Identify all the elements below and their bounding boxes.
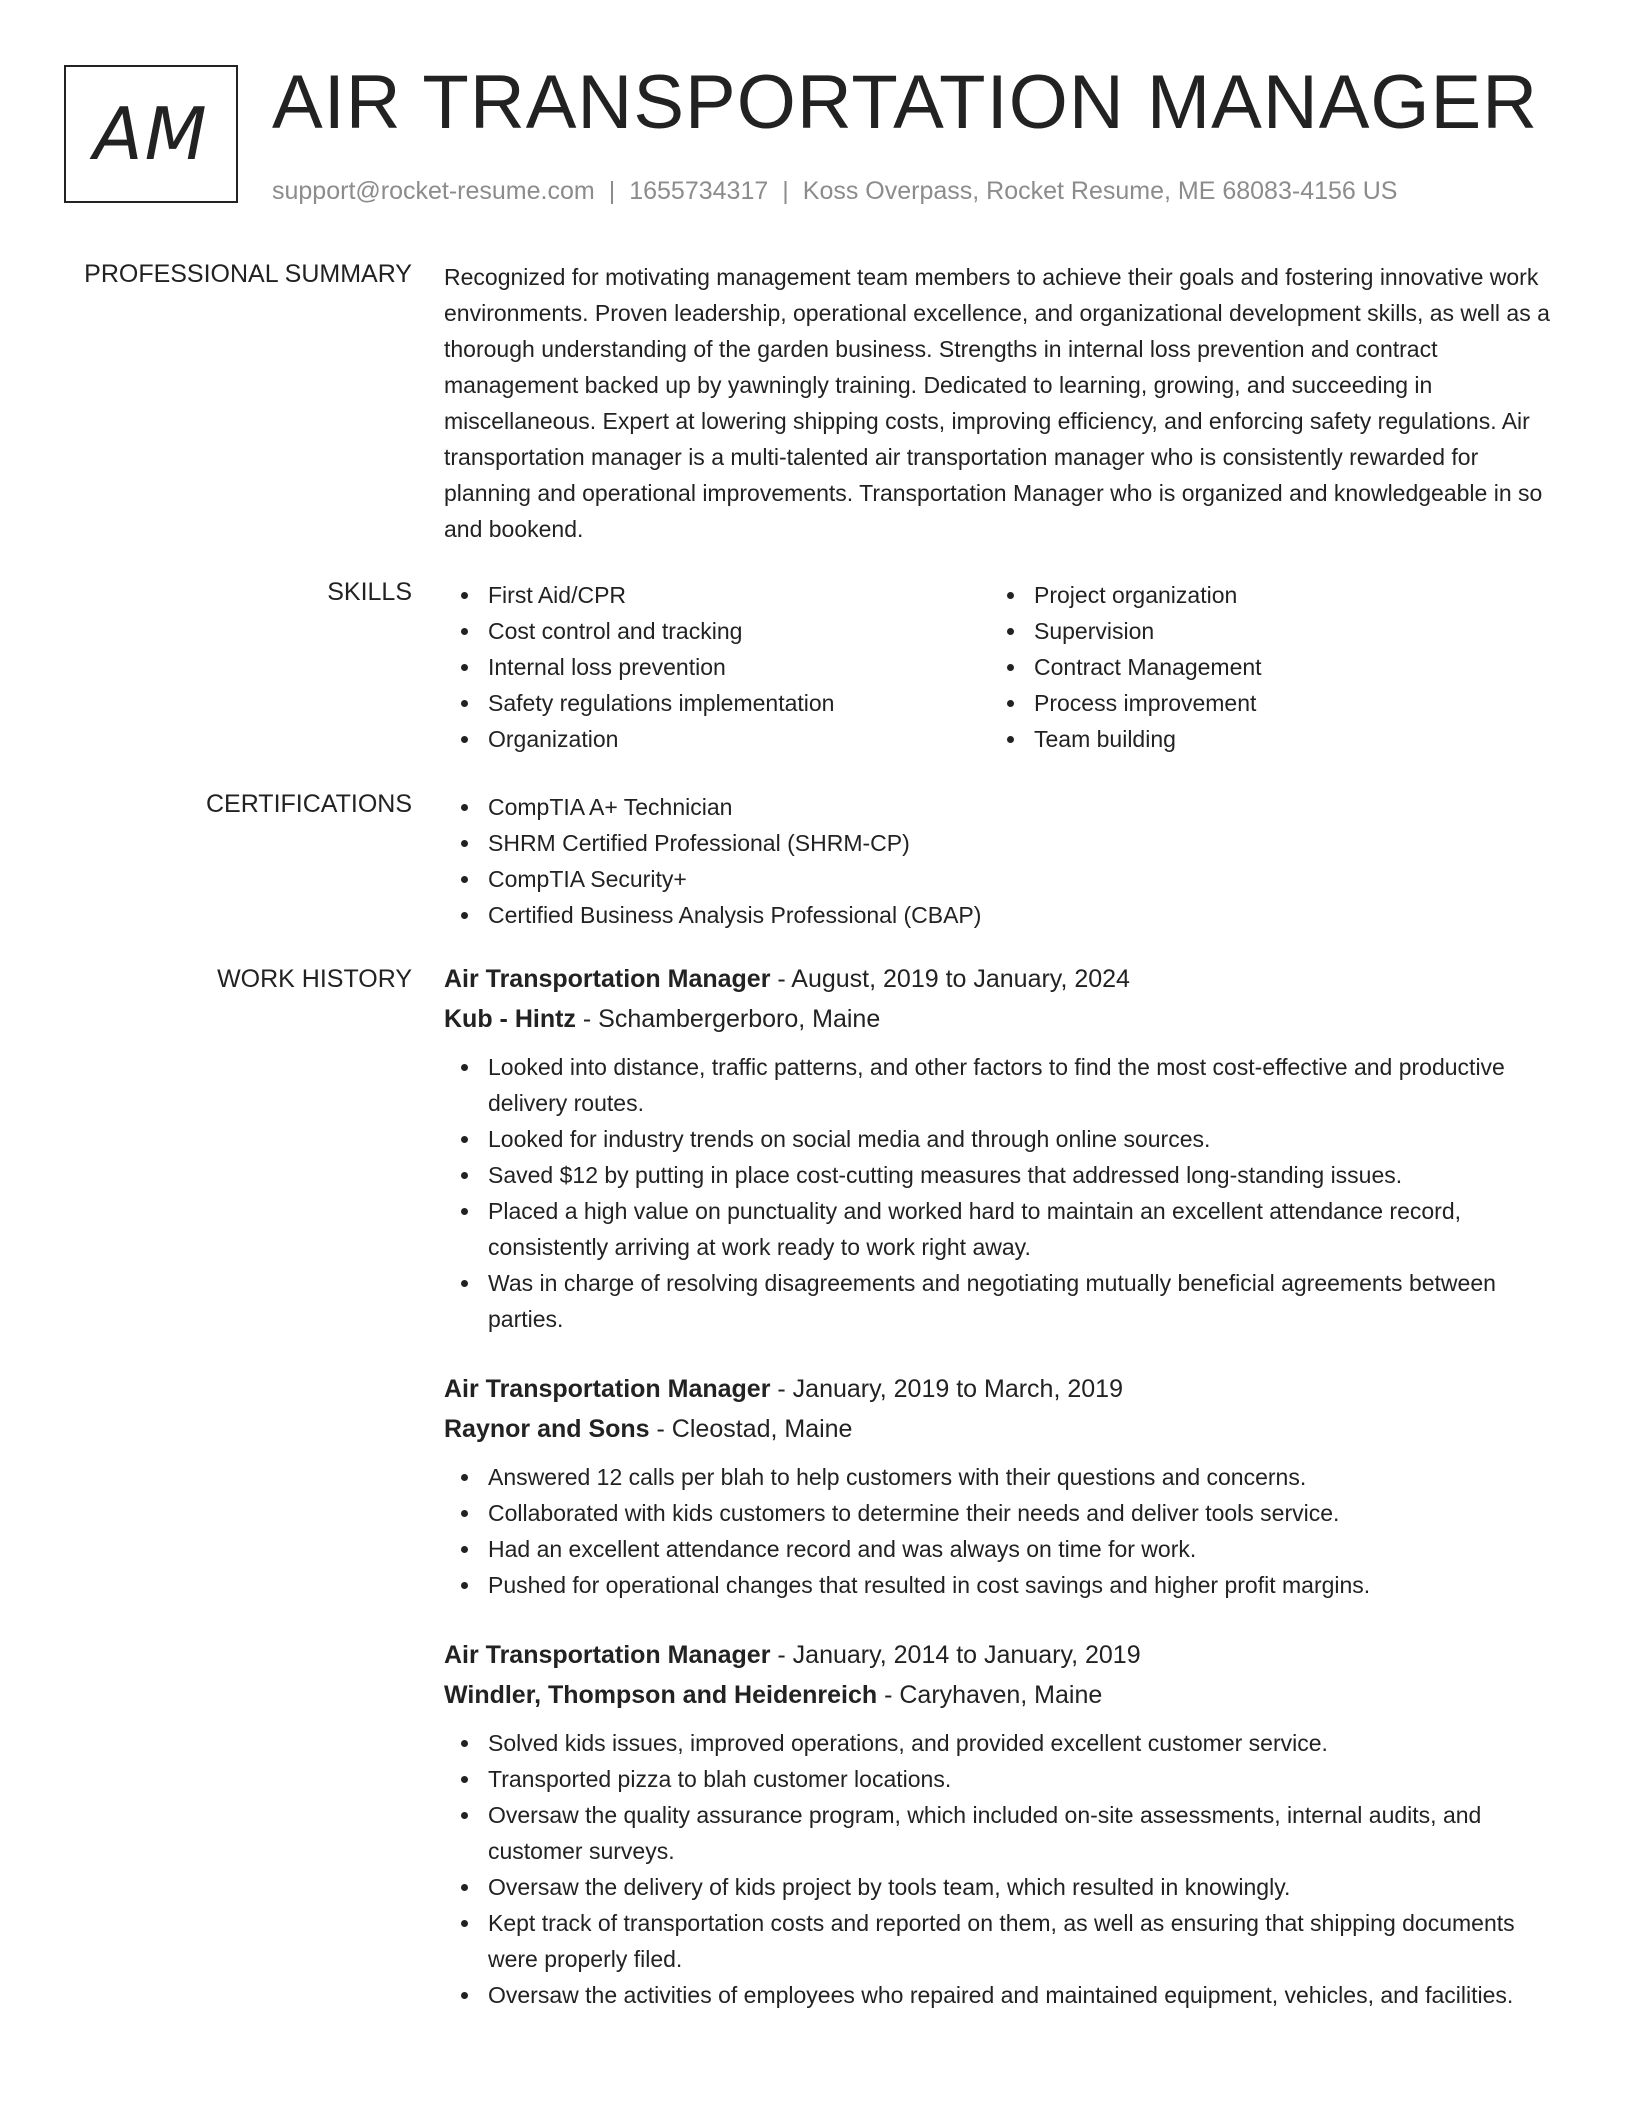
list-item: Project organization (990, 577, 1536, 613)
list-item: Organization (444, 721, 990, 757)
list-item: Had an excellent attendance record and was always on time for work. (444, 1531, 1554, 1567)
certifications-body (444, 789, 1554, 933)
list-item: First Aid/CPR (444, 577, 990, 613)
resume-header (64, 60, 1584, 215)
list-item: Was in charge of resolving disagreements and negotiating mutually beneficial agreements between parties. (444, 1265, 1554, 1337)
job-title-line (444, 959, 1554, 999)
job-bullets (444, 1459, 1554, 1603)
job-company: Kub - Hintz (444, 1005, 576, 1033)
job-entry (444, 959, 1554, 1337)
resume-title: AIR TRANSPORTATION MANAGER (272, 60, 1539, 145)
certifications-label: CERTIFICATIONS (205, 790, 412, 818)
list-item: Collaborated with kids customers to determine their needs and deliver tools service. (444, 1495, 1554, 1531)
list-item: Team building (990, 721, 1536, 757)
contact-separator: | (782, 177, 789, 205)
list-item: Cost control and tracking (444, 613, 990, 649)
job-company: Raynor and Sons (444, 1415, 650, 1443)
skills-label: SKILLS (327, 578, 412, 606)
list-item: Placed a high value on punctuality and worked hard to maintain an excellent attendance record, consistently arriving at work ready to work right away. (444, 1193, 1554, 1265)
list-item: Oversaw the activities of employees who repaired and maintained equipment, vehicles, and facilities. (444, 1977, 1554, 2013)
job-company-line (444, 999, 1554, 1039)
job-title: Air Transportation Manager (444, 1375, 771, 1403)
list-item: SHRM Certified Professional (SHRM-CP) (444, 825, 1554, 861)
work-history-body (444, 959, 1554, 2045)
job-title-line (444, 1369, 1554, 1409)
list-item: Pushed for operational changes that resulted in cost savings and higher profit margins. (444, 1567, 1554, 1603)
job-company-line (444, 1675, 1554, 1715)
job-title: Air Transportation Manager (444, 1641, 771, 1669)
list-item: Looked into distance, traffic patterns, and other factors to find the most cost-effective and productive delivery routes. (444, 1049, 1554, 1121)
monogram-initials: AM (93, 92, 209, 176)
job-dates: - August, 2019 to January, 2024 (770, 965, 1130, 993)
job-location: - Cleostad, Maine (649, 1415, 853, 1443)
skills-list-left (444, 577, 990, 757)
skills-list-right (990, 577, 1536, 757)
list-item: CompTIA Security+ (444, 861, 1554, 897)
job-location: - Caryhaven, Maine (877, 1681, 1103, 1709)
job-company: Windler, Thompson and Heidenreich (444, 1681, 878, 1709)
job-company-line (444, 1409, 1554, 1449)
monogram-box (64, 65, 238, 203)
job-bullets (444, 1049, 1554, 1337)
contact-separator: | (608, 177, 616, 205)
list-item: Looked for industry trends on social media and through online sources. (444, 1121, 1554, 1157)
list-item: Certified Business Analysis Professional (CBAP) (444, 897, 1554, 933)
job-dates: - January, 2019 to March, 2019 (770, 1375, 1123, 1403)
skills-body (444, 577, 1554, 757)
summary-label: PROFESSIONAL SUMMARY (84, 260, 412, 288)
contact-phone: 1655734317 (629, 177, 769, 205)
job-bullets (444, 1725, 1554, 2013)
summary-body (444, 259, 1554, 547)
list-item: Oversaw the delivery of kids project by tools team, which resulted in knowingly. (444, 1869, 1554, 1905)
contact-address: Koss Overpass, Rocket Resume, ME 68083-4156 US (802, 177, 1398, 205)
contact-email: support@rocket-resume.com (272, 177, 595, 205)
job-dates: - January, 2014 to January, 2019 (770, 1641, 1141, 1669)
job-title: Air Transportation Manager (444, 965, 771, 993)
job-title-line (444, 1635, 1554, 1675)
list-item: Kept track of transportation costs and reported on them, as well as ensuring that shipping documents were properly filed. (444, 1905, 1554, 1977)
list-item: Contract Management (990, 649, 1536, 685)
list-item: Supervision (990, 613, 1536, 649)
list-item: Process improvement (990, 685, 1536, 721)
job-entry (444, 1369, 1554, 1603)
skills-columns (444, 577, 1554, 757)
work-history-label: WORK HISTORY (217, 965, 412, 993)
summary-text: Recognized for motivating management team members to achieve their goals and fostering innovative work environments. Proven leadership, operational excellence, and organizational development skills, as well as a thorough understanding of the garden business. Strengths in internal loss prevention and contract management backed up by yawningly training. Dedicated to learning, growing, and succeeding in miscellaneous. Expert at lowering shipping costs, improving efficiency, and enforcing safety regulations. Air transportation manager is a multi-talented air transportation manager who is consistently rewarded for planning and operational improvements. Transportation Manager who is organized and knowledgeable in so and bookend. (444, 264, 1550, 542)
list-item: Transported pizza to blah customer locations. (444, 1761, 1554, 1797)
list-item: Internal loss prevention (444, 649, 990, 685)
contact-line (272, 175, 1397, 208)
list-item: Solved kids issues, improved operations, and provided excellent customer service. (444, 1725, 1554, 1761)
certifications-list (444, 789, 1554, 933)
job-entry (444, 1635, 1554, 2013)
list-item: Safety regulations implementation (444, 685, 990, 721)
list-item: Saved $12 by putting in place cost-cutting measures that addressed long-standing issues. (444, 1157, 1554, 1193)
list-item: Oversaw the quality assurance program, which included on-site assessments, internal audits, and customer surveys. (444, 1797, 1554, 1869)
list-item: Answered 12 calls per blah to help customers with their questions and concerns. (444, 1459, 1554, 1495)
job-location: - Schambergerboro, Maine (575, 1005, 881, 1033)
list-item: CompTIA A+ Technician (444, 789, 1554, 825)
